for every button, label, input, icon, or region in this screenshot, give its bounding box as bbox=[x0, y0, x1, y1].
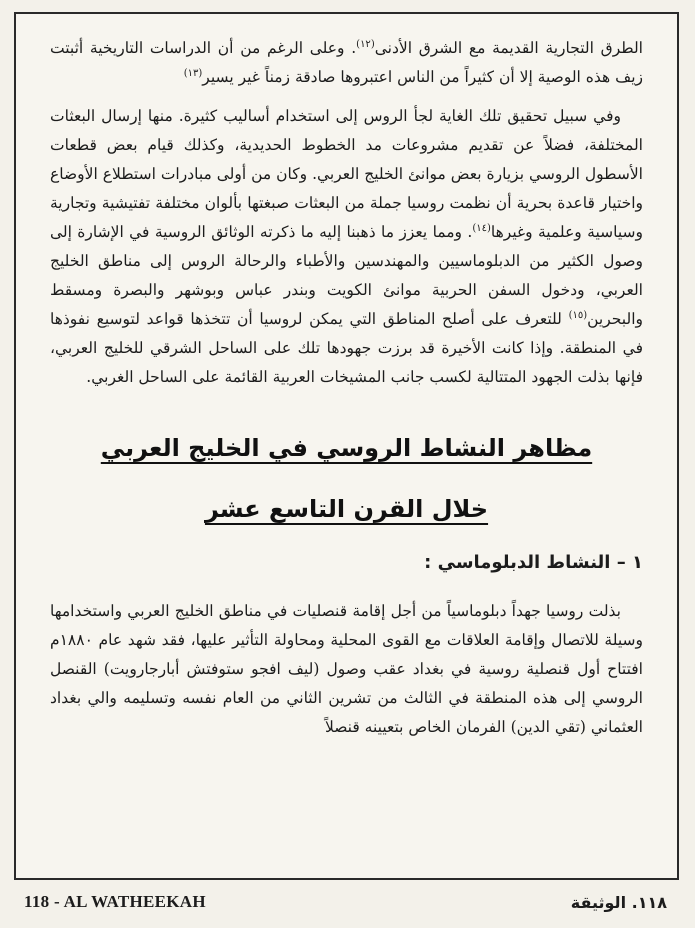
subsection-heading: ١ – النشاط الدبلوماسي : bbox=[424, 552, 643, 573]
footer-page-label-latin: 118 - AL WATHEEKAH bbox=[24, 892, 206, 911]
section-subtitle: خلال القرن التاسع عشر bbox=[204, 495, 489, 523]
footnote-ref-12[interactable]: (١٢) bbox=[356, 38, 375, 50]
paragraph-3: بذلت روسيا جهداً دبلوماسياً من أجل إقامة قنصليات في مناطق الخليج العربي واستخدامها وسيلة للاتصال وإقامة العلاقات مع القوى المحلية ومحاولة التأثير عليها، فقد شهد عام ١٨٨٠م افتتاح أول قنصلية روسية في بغداد عقب وصول (ليف افجو ستوفتش أبارجارويت) القنصل الروسي إلى هذه المنطقة في الثالث من تشرين الثاني من العام نفسه وتسليمه والي بغداد العثماني (تقي الدين) الفرمان الخاص بتعيينه قنصلاً bbox=[50, 602, 643, 736]
article-body bbox=[50, 34, 643, 742]
page-footer bbox=[14, 884, 679, 920]
paragraph-2: وفي سبيل تحقيق تلك الغاية لجأ الروس إلى استخدام أساليب كثيرة. منها إرسال البعثات المختلفة، فضلاً عن تقديم مشروعات مد الخطوط الحديدية، وكذلك قيام بعض قطعات الأسطول الروسي بزيارة بعض موانئ الخليج العربي. وكان من أولى مبادرات استطلاع الأوضاع واختيار قاعدة بحرية أن نظمت روسيا جملة من البعثات صبغتها بألوان مختلفة تفتيشية وتجارية وسياسية وعلمية وغيرها$^{(١٤)}$. ومما يعزز ما ذهبنا إليه ما ذكرته الوثائق الروسية في الإشارة إلى وصول الكثير من الدبلوماسيين والمهندسين والأطباء والرحالة الروس إلى مناطق الخليج العربي، ودخول السفن الحربية موانئ الكويت وبندر عباس وبوشهر والبصرة ومسقط والبحرين$^{(١٥)}$ للتعرف على أصلح المناطق التي يمكن لروسيا أن تتخذها قواعد لتوسيع نفوذها في المنطقة. وإذا كانت الأخيرة قد برزت جهودها تلك على الساحل الشرقي للخليج العربي، فإنها بذلت الجهود المتتالية لكسب جانب المشيخات العربية القائمة على الساحل الغربي. bbox=[50, 107, 644, 386]
footnote-ref-15[interactable]: (١٥) bbox=[568, 309, 588, 321]
section-title: مظاهر النشاط الروسي في الخليج العربي bbox=[100, 434, 593, 462]
footnote-ref-14[interactable]: (١٤) bbox=[472, 222, 491, 234]
footnote-ref-13[interactable]: (١٣) bbox=[183, 67, 203, 79]
footer-page-label-arabic: ١١٨. الوثيقة bbox=[570, 892, 667, 912]
page-frame bbox=[14, 12, 679, 880]
paragraph-1: الطرق التجارية القديمة مع الشرق الأدنى$^{(١٢)}$. وعلى الرغم من أن الدراسات التاريخية أثبتت زيف هذه الوصية إلا أن كثيراً من الناس اعتبروها صادقة زمناً غير يسير$^{(١٣)}$ bbox=[50, 38, 643, 86]
